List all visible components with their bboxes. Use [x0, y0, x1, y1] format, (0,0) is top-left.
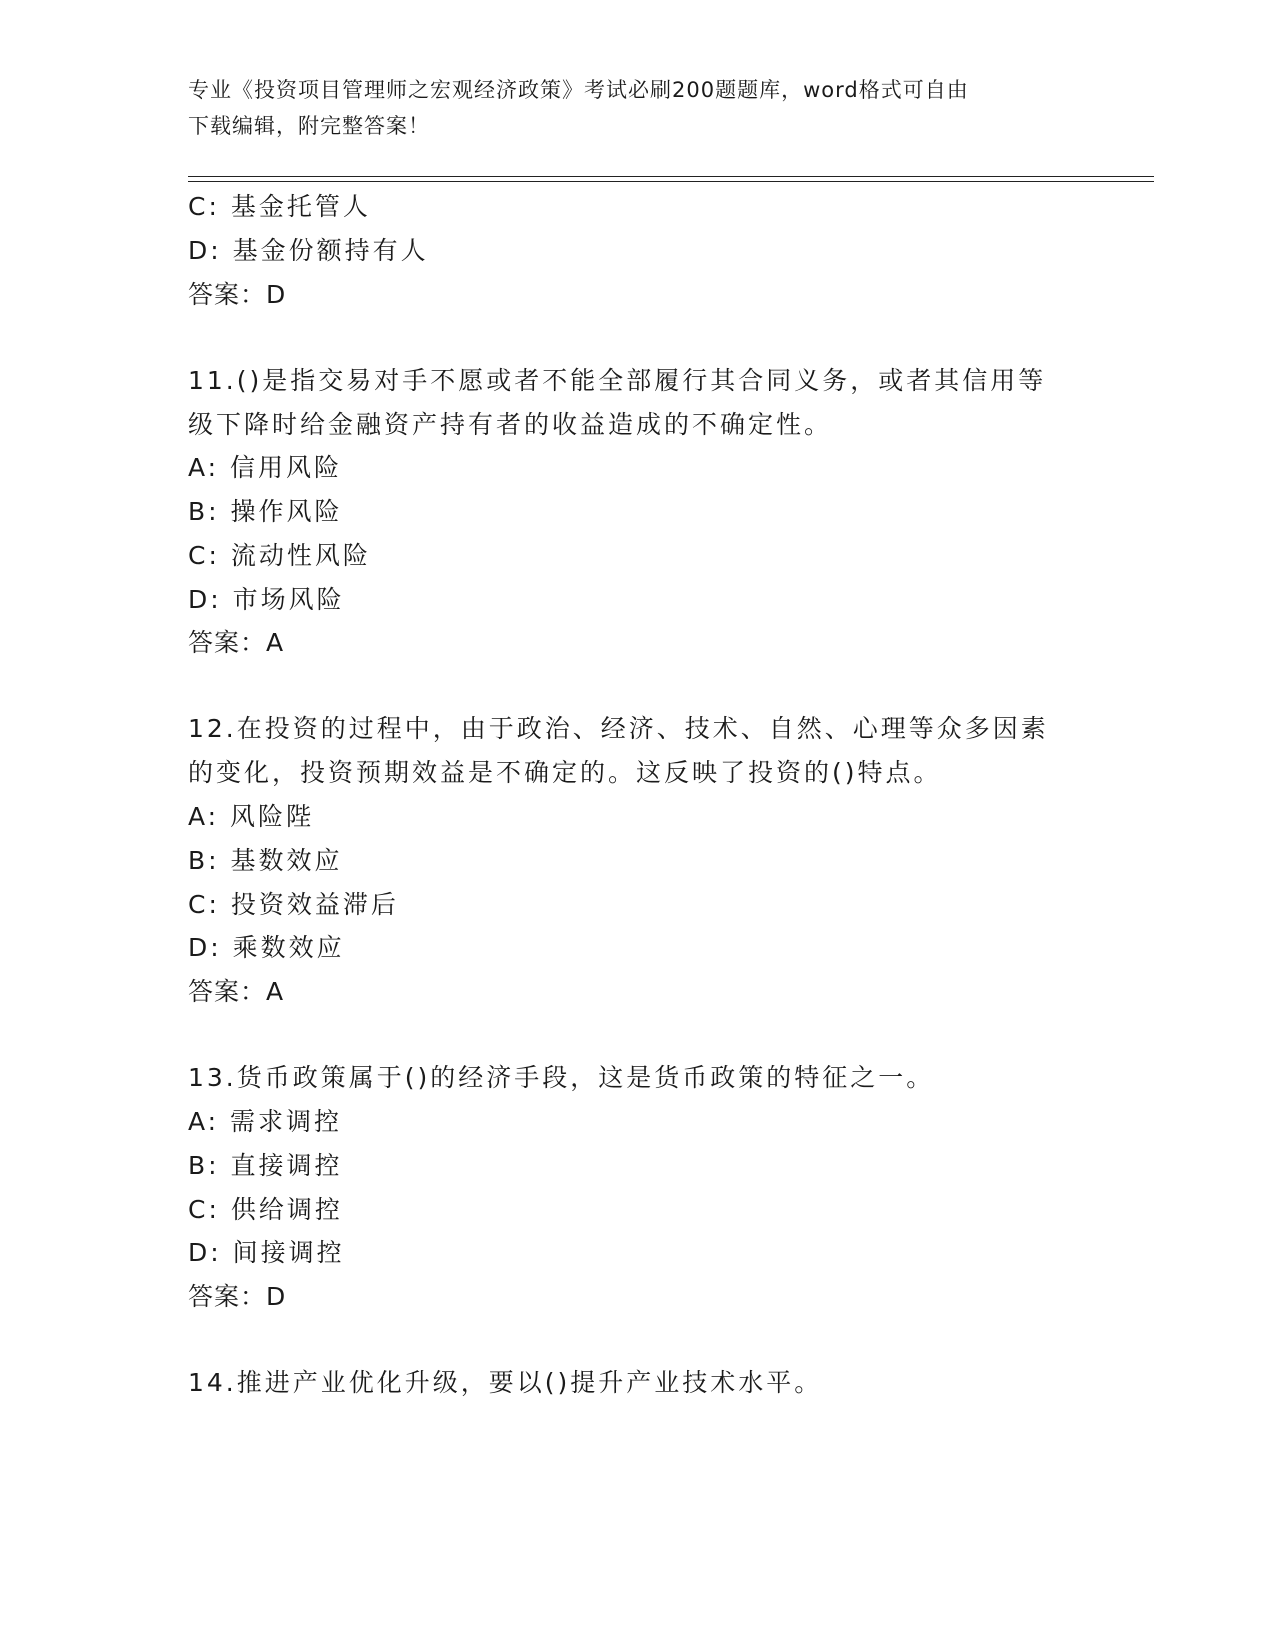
option-line: D: 间接调控 — [188, 1238, 345, 1267]
option-line: A: 需求调控 — [188, 1107, 343, 1136]
header-line-2: 下载编辑，附完整答案！ — [188, 114, 430, 138]
option-line: C: 投资效益滞后 — [188, 890, 399, 919]
header-rule-top — [188, 176, 1154, 177]
header-line-1: 专业《投资项目管理师之宏观经济政策》考试必刷200题题库，word格式可自由 — [188, 78, 969, 102]
option-line: C: 基金托管人 — [188, 192, 371, 221]
option-line: A: 风险陛 — [188, 802, 315, 831]
answer-line: 答案：D — [188, 280, 287, 309]
document-header — [188, 72, 1068, 144]
header-rule-bottom — [188, 181, 1154, 182]
option-line: B: 基数效应 — [188, 846, 343, 875]
answer-line: 答案：D — [188, 1282, 287, 1311]
question-line: 11.()是指交易对手不愿或者不能全部履行其合同义务，或者其信用等 — [188, 366, 1047, 395]
question-line: 级下降时给金融资产持有者的收益造成的不确定性。 — [188, 410, 833, 439]
answer-line: 答案：A — [188, 628, 285, 657]
option-line: B: 操作风险 — [188, 497, 343, 526]
option-line: B: 直接调控 — [188, 1151, 343, 1180]
option-line: C: 供给调控 — [188, 1195, 343, 1224]
option-line: C: 流动性风险 — [188, 541, 371, 570]
option-line: D: 基金份额持有人 — [188, 236, 429, 265]
question-line: 14.推进产业优化升级，要以()提升产业技术水平。 — [188, 1368, 823, 1397]
option-line: A: 信用风险 — [188, 453, 343, 482]
question-line: 12.在投资的过程中，由于政治、经济、技术、自然、心理等众多因素 — [188, 714, 1049, 743]
option-line: D: 市场风险 — [188, 585, 345, 614]
option-line: D: 乘数效应 — [188, 933, 345, 962]
question-line: 的变化，投资预期效益是不确定的。这反映了投资的()特点。 — [188, 758, 942, 787]
question-line: 13.货币政策属于()的经济手段，这是货币政策的特征之一。 — [188, 1063, 935, 1092]
answer-line: 答案：A — [188, 977, 285, 1006]
